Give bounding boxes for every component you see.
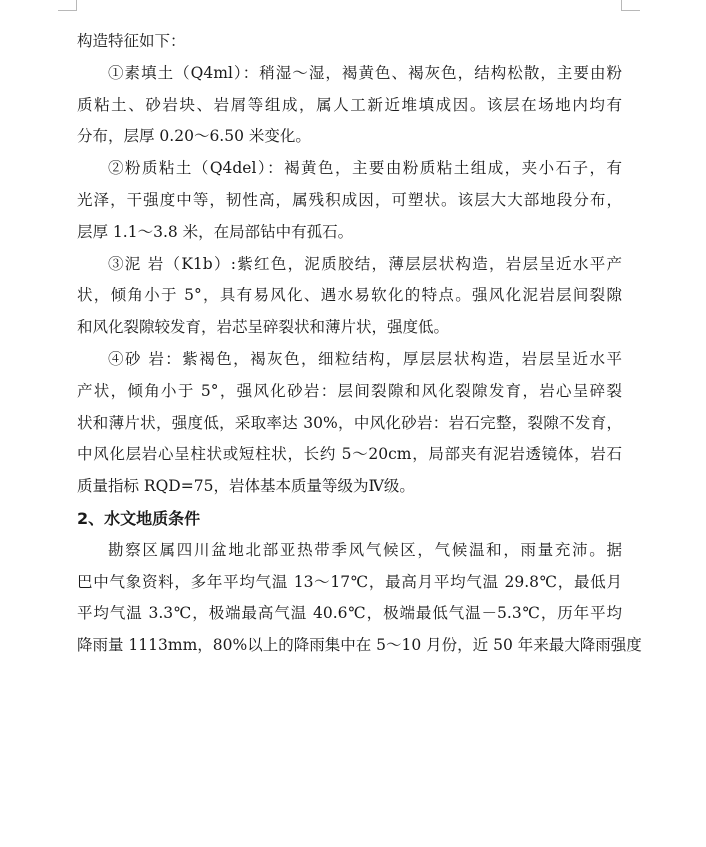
text-line: 平均气温 3.3℃，极端最高气温 40.6℃，极端最低气温－5.3℃，历年平均 (77, 604, 622, 623)
text-line: ②粉质粘土（Q4del）：褐黄色，主要由粉质粘土组成，夹小石子，有 (108, 159, 622, 178)
text-line: 层厚 1.1～3.8 米，在局部钻中有孤石。 (77, 222, 354, 241)
document-body[interactable] (77, 26, 642, 662)
paragraph-silty-clay (77, 153, 622, 248)
text-line: 质量指标 RQD=75，岩体基本质量等级为Ⅳ级。 (77, 477, 415, 496)
paragraph-sandstone (77, 344, 622, 503)
text-line: 和风化裂隙较发育，岩芯呈碎裂状和薄片状，强度低。 (77, 318, 450, 337)
intro-line: 构造特征如下： (77, 32, 186, 50)
paragraph-fill-soil (77, 58, 622, 153)
intro-text (77, 26, 622, 58)
paragraph-hydrogeology (77, 535, 642, 662)
text-line: ④砂 岩：紫褐色，褐灰色，细粒结构，厚层层状构造，岩层呈近水平 (108, 349, 622, 368)
text-line: 状和薄片状，强度低，采取率达 30%，中风化砂岩：岩石完整，裂隙不发育， (77, 413, 622, 432)
section-heading: 2、水文地质条件 (77, 508, 201, 528)
text-line: ①素填土（Q4ml）：稍湿～湿，褐黄色、褐灰色，结构松散，主要由粉 (108, 63, 622, 82)
text-line: 质粘土、砂岩块、岩屑等组成，属人工新近堆填成因。该层在场地内均有 (77, 95, 622, 114)
text-line: 光泽，干强度中等，韧性高，属残积成因，可塑状。该层大大部地段分布， (77, 190, 622, 209)
paragraph-mudstone (77, 249, 622, 344)
page-margin-marker-left (58, 0, 77, 11)
page-margin-marker-right (621, 0, 640, 11)
text-line: 分布，层厚 0.20～6.50 米变化。 (77, 127, 311, 146)
text-line: 巴中气象资料，多年平均气温 13～17℃，最高月平均气温 29.8℃，最低月 (77, 572, 622, 591)
text-line: ③泥 岩（K1b）:紫红色，泥质胶结，薄层层状构造，岩层呈近水平产 (108, 254, 622, 273)
text-line: 状，倾角小于 5°，具有易风化、遇水易软化的特点。强风化泥岩层间裂隙 (77, 286, 622, 305)
text-line: 产状，倾角小于 5°，强风化砂岩：层间裂隙和风化裂隙发育，岩心呈碎裂 (77, 381, 622, 400)
text-line: 降雨量 1113mm，80%以上的降雨集中在 5～10 月份，近 50 年来最大降雨强度 (77, 636, 642, 655)
text-line: 勘察区属四川盆地北部亚热带季风气候区，气候温和，雨量充沛。据 (108, 540, 622, 559)
text-line: 中风化层岩心呈柱状或短柱状，长约 5～20cm，局部夹有泥岩透镜体，岩石 (77, 445, 622, 464)
